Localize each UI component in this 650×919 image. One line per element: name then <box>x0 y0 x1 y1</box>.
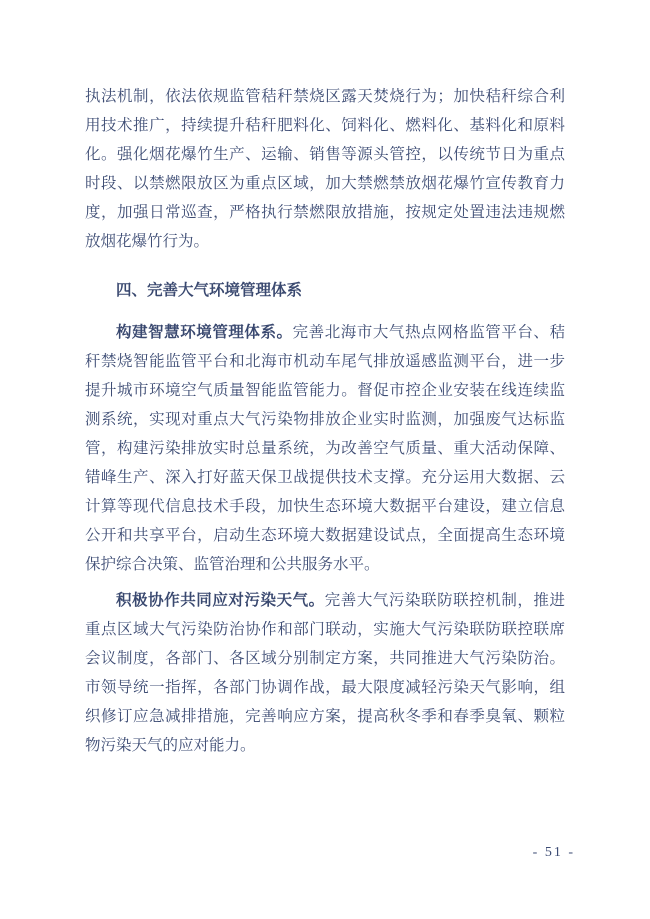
paragraph-body-pollution-response: 完善大气污染联防联控机制，推进重点区域大气污染防治协作和部门联动，实施大气污染联防联控联席会议制度，各部门、各区域分别制定方案，共同推进大气污染防治。市领导统一指挥，各部门协调作战，最大限度减轻污染天气影响，组织修订应急减排措施，完善响应方案，提高秋冬季和春季臭氧、颗粒物污染天气的应对能力。 <box>85 592 565 754</box>
document-body <box>85 82 565 760</box>
section-heading: 四、完善大气环境管理体系 <box>116 282 303 299</box>
page-number: - 51 - <box>532 845 575 860</box>
paragraph-smart-environment <box>85 318 565 579</box>
paragraph-pollution-response <box>85 586 565 760</box>
paragraph-continuation: 执法机制，依法依规监管秸秆禁烧区露天焚烧行为；加快秸秆综合利用技术推广，持续提升秸秆肥料化、饲料化、燃料化、基料化和原料化。强化烟花爆竹生产、运输、销售等源头管控，以传统节日为重点时段、以禁燃限放区为重点区域，加大禁燃禁放烟花爆竹宣传教育力度，加强日常巡查，严格执行禁燃限放措施，按规定处置违法违规燃放烟花爆竹行为。 <box>85 88 565 250</box>
paragraph-lead-pollution-response: 积极协作共同应对污染天气。 <box>116 592 325 609</box>
paragraph-lead-smart-environment: 构建智慧环境管理体系。 <box>116 324 293 341</box>
paragraph-body-smart-environment: 完善北海市大气热点网格监管平台、秸秆禁烧智能监管平台和北海市机动车尾气排放遥感监测平台，进一步提升城市环境空气质量智能监管能力。督促市控企业安装在线连续监测系统，实现对重点大气污染物排放企业实时监测，加强废气达标监管，构建污染排放实时总量系统，为改善空气质量、重大活动保障、错峰生产、深入打好蓝天保卫战提供技术支撑。充分运用大数据、云计算等现代信息技术手段，加快生态环境大数据平台建设，建立信息公开和共享平台，启动生态环境大数据建设试点，全面提高生态环境保护综合决策、监管治理和公共服务水平。 <box>85 324 565 573</box>
